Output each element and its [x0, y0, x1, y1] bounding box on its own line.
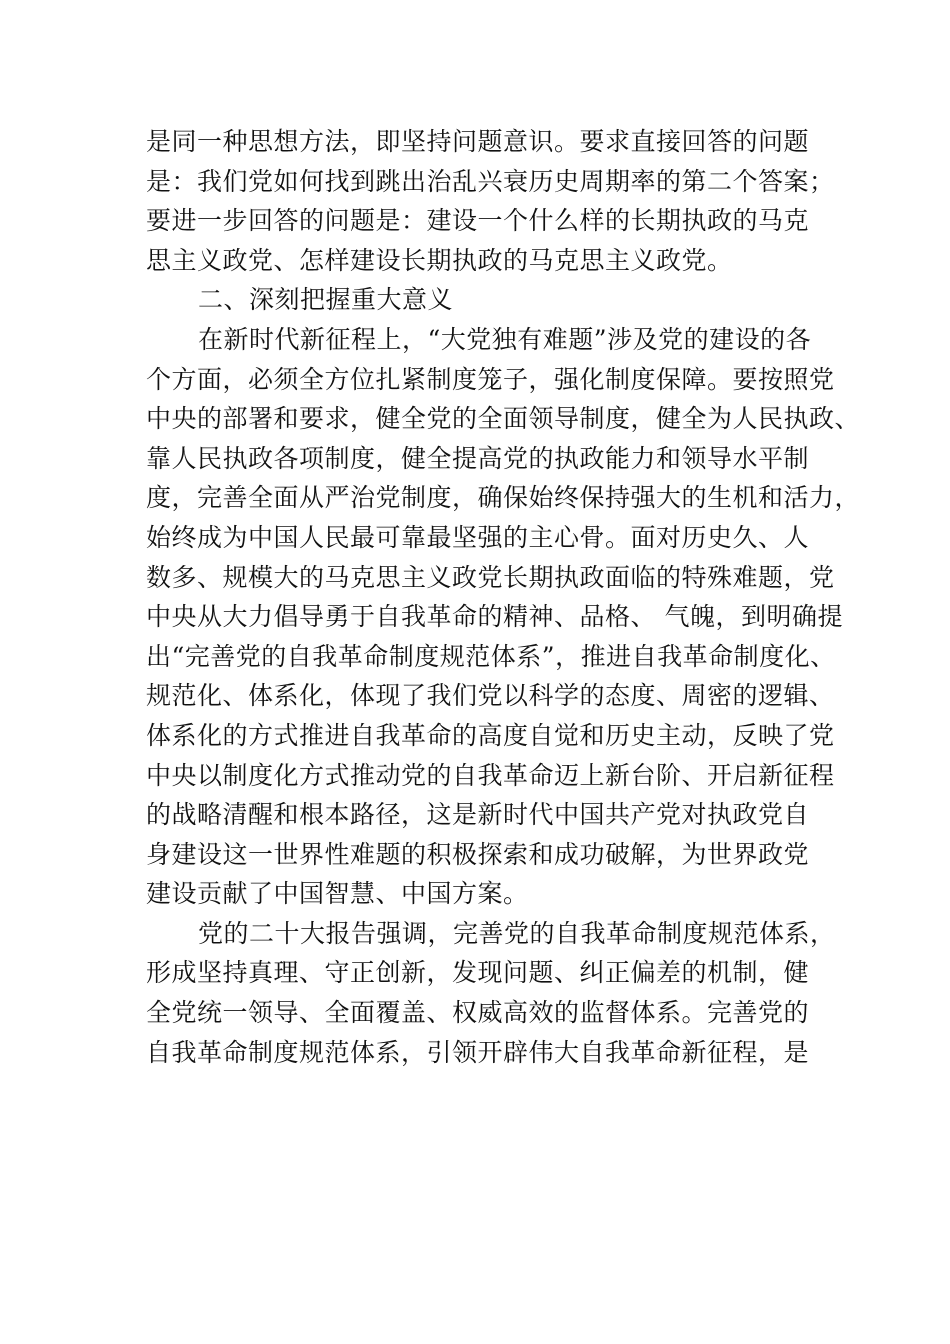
text-line: 形成坚持真理、守正创新，发现问题、纠正偏差的机制，健 [146, 958, 810, 988]
text-line: 全党统一领导、全面覆盖、权威高效的监督体系。完善党的 [146, 998, 810, 1028]
text-line: 在新时代新征程上，“大党独有难题”涉及党的建设的各 [198, 324, 812, 354]
section-heading-text: 二、深刻把握重大意义 [198, 285, 454, 315]
text-line: 是：我们党如何找到跳出治乱兴衰历史周期率的第二个答案； [146, 166, 835, 196]
text-line: 规范化、体系化，体现了我们党以科学的态度、周密的逻辑、 [146, 681, 835, 711]
text-line: 中央以制度化方式推动党的自我革命迈上新台阶、开启新征程 [146, 760, 835, 790]
paragraph-body [146, 914, 836, 1072]
text-line: 要进一步回答的问题是：建设一个什么样的长期执政的马克 [146, 206, 810, 236]
text-line: 中央的部署和要求，健全党的全面领导制度，健全为人民执政、 [146, 404, 861, 434]
text-line: 始终成为中国人民最可靠最坚强的主心骨。面对历史久、人 [146, 522, 810, 552]
text-line: 的战略清醒和根本路径，这是新时代中国共产党对执政党自 [146, 800, 810, 830]
document-body [146, 122, 861, 1072]
text-line: 思主义政党、怎样建设长期执政的马克思主义政党。 [146, 245, 733, 275]
text-line: 度，完善全面从严治党制度，确保始终保持强大的生机和活力， [146, 483, 861, 513]
text-line: 自我革命制度规范体系，引领开辟伟大自我革命新征程，是 [146, 1037, 810, 1067]
text-line: 是同一种思想方法，即坚持问题意识。要求直接回答的问题 [146, 127, 810, 156]
text-line: 建设贡献了中国智慧、中国方案。 [146, 879, 529, 909]
paragraph-body [146, 320, 861, 914]
text-line: 党的二十大报告强调，完善党的自我革命制度规范体系， [198, 918, 836, 948]
section-heading [146, 280, 836, 320]
text-line: 数多、规模大的马克思主义政党长期执政面临的特殊难题，党 [146, 562, 835, 592]
text-line: 中央从大力倡导勇于自我革命的精神、品格、 气魄，到明确提 [146, 602, 843, 632]
text-line: 个方面，必须全方位扎紧制度笼子，强化制度保障。要按照党 [146, 364, 835, 394]
text-line: 身建设这一世界性难题的积极探索和成功破解，为世界政党 [146, 839, 810, 869]
text-line: 靠人民执政各项制度，健全提高党的执政能力和领导水平制 [146, 443, 810, 473]
paragraph-continuation [146, 122, 836, 280]
text-line: 出“完善党的自我革命制度规范体系”，推进自我革命制度化、 [146, 641, 836, 671]
text-line: 体系化的方式推进自我革命的高度自觉和历史主动，反映了党 [146, 720, 835, 750]
